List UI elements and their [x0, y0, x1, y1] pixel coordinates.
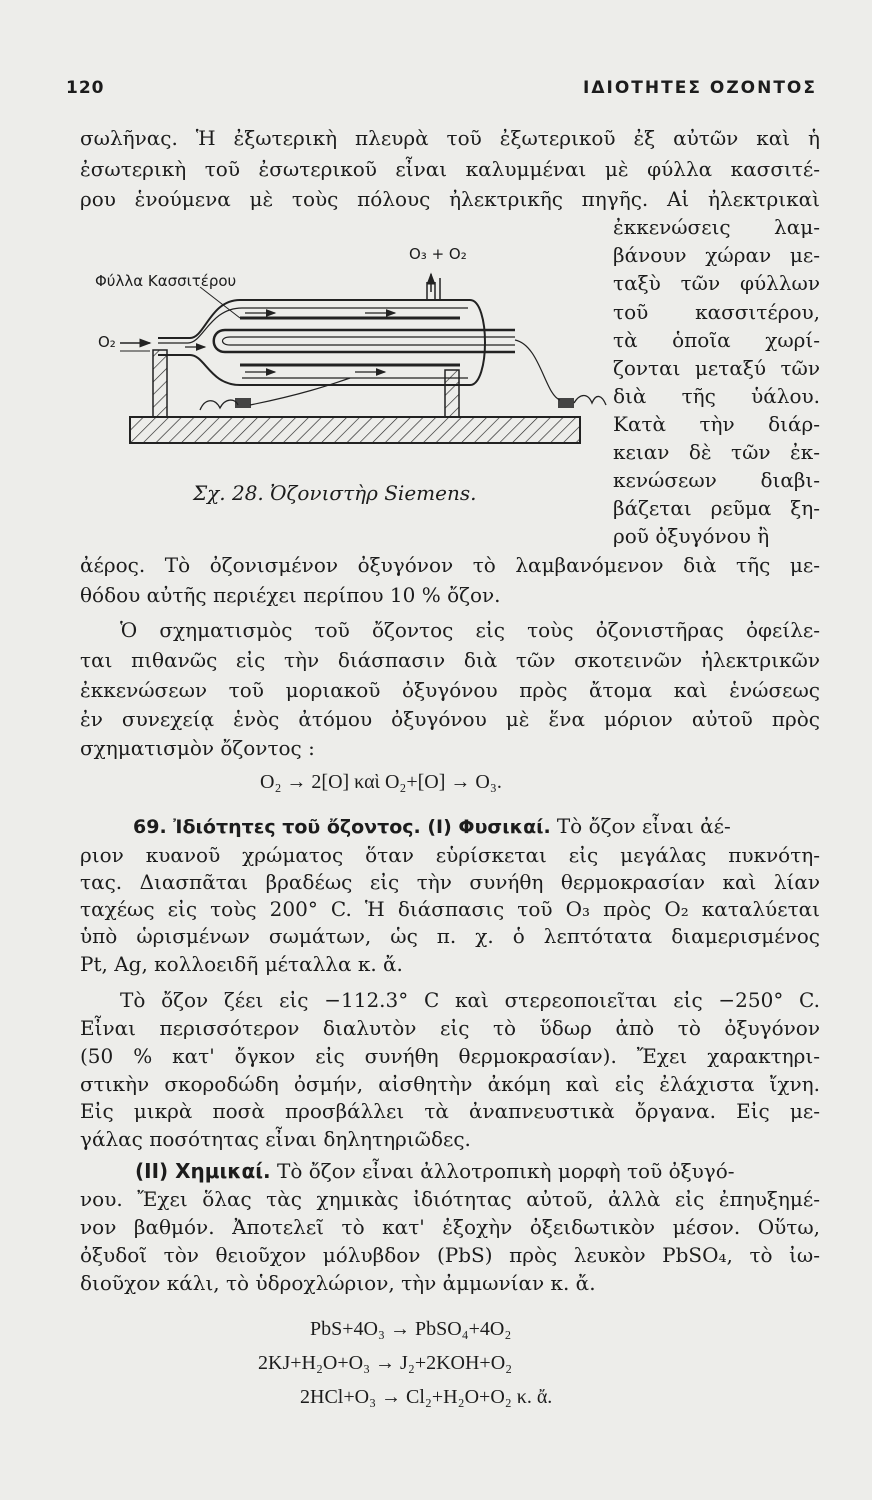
oxygen-inlet-label: O₂	[98, 333, 116, 351]
text-line: Pt, Ag, κολλοειδῆ μέταλλα κ. ἄ.	[80, 952, 403, 976]
ozone-outlet-label: O₃ + O₂	[409, 245, 467, 263]
page-number: 120	[66, 78, 105, 98]
side-text-line: ροῦ ὀξυγόνου ἢ	[613, 524, 770, 548]
side-text-line: ζονται μεταξύ τῶν	[613, 356, 820, 380]
section-heading-text: 69. Ἰδιότητες τοῦ ὄζοντος. (I) Φυσικαί.	[133, 816, 551, 838]
inner-tube	[214, 330, 515, 352]
text-line: ὀξυδοῖ τὸν θειοῦχον μόλυβδον (PbS) πρὸς λευκὸν PbSO₄, τὸ ἰω-	[80, 1243, 820, 1267]
side-text-line: διὰ τῆς ὑάλου.	[613, 384, 820, 408]
text-line: θόδου αὐτῆς περιέχει περίπου 10 % ὄζον.	[80, 583, 501, 607]
text-line: σωλῆνας. Ἡ ἐξωτερικὴ πλευρὰ τοῦ ἐξωτερικοῦ ἐξ αὐτῶν καὶ ἡ	[80, 126, 820, 150]
right-terminal	[558, 398, 574, 408]
figure-caption: Σχ. 28. Ὀζονιστὴρ Siemens.	[193, 481, 477, 505]
text-line: στικὴν σκοροδώδη ὀσμήν, αἰσθητὴν ἀκόμη καὶ εἰς ἐλάχιστα ἴχνη.	[80, 1072, 820, 1096]
text-line: ρου ἑνούμενα μὲ τοὺς πόλους ἠλεκτρικῆς πηγῆς. Αἱ ἠλεκτρικαὶ	[80, 187, 820, 211]
text-line: ταχέως εἰς τοὺς 200° C. Ἡ διάσπασις τοῦ O₃ πρὸς O₂ καταλύεται	[80, 897, 820, 921]
text-line: ται πιθανῶς εἰς τὴν διάσπασιν διὰ τῶν σκοτεινῶν ἠλεκτρικῶν	[80, 648, 820, 672]
text-line: ἐσωτερικὴ τοῦ ἐσωτερικοῦ εἶναι καλυμμέναι μὲ φύλλα κασσιτέ-	[80, 157, 820, 181]
text-line: τας. Διασπᾶται βραδέως εἰς τὴν συνήθη θερμοκρασίαν καὶ λίαν	[80, 870, 820, 894]
left-support	[153, 350, 167, 417]
equation-hydrogen-chloride: 2HCl+O₃ → Cl₂+H₂O+O₂ κ. ἄ.	[300, 1386, 553, 1408]
equation-oxygen-dissociation: O₂ → 2[O] καὶ O₂+[O] → O₃.	[260, 771, 502, 793]
text-line: σχηματισμὸν ὄζοντος :	[80, 736, 315, 760]
text-line: νον βαθμόν. Ἀποτελεῖ τὸ κατ' ἐξοχὴν ὀξειδωτικὸν μέσον. Οὕτω,	[80, 1215, 820, 1239]
text-line: διοῦχον κάλι, τὸ ὑδροχλώριον, τὴν ἀμμωνίαν κ. ἄ.	[80, 1271, 596, 1295]
right-support	[445, 370, 459, 417]
text-line: ριον κυανοῦ χρώματος ὅταν εὑρίσκεται εἰς μεγάλας πυκνότη-	[80, 843, 820, 867]
side-text-line: Κατὰ τὴν διάρ-	[613, 412, 820, 436]
text-line: Εἰς μικρὰ ποσὰ προσβάλλει τὰ ἀναπνευστικὰ ὄργανα. Εἰς με-	[80, 1099, 820, 1123]
section-heading-text: (II) Χημικαί.	[135, 1159, 271, 1183]
text-line: ἐν συνεχείᾳ ἑνὸς ἀτόμου ὀξυγόνου μὲ ἕνα μόριον αὐτοῦ πρὸς	[80, 707, 820, 731]
side-text-line: βάνουν χώραν με-	[613, 243, 820, 267]
text-line: Ὁ σχηματισμὸς τοῦ ὄζοντος εἰς τοὺς ὀζονιστῆρας ὀφείλε-	[120, 618, 820, 642]
section-69-heading	[133, 813, 731, 840]
side-text-line: κενώσεων διαβι-	[613, 468, 820, 492]
side-text-line: ἐκκενώσεις λαμ-	[613, 215, 820, 239]
text-line: ἀέρος. Τὸ ὀζονισμένον ὀξυγόνον τὸ λαμβανόμενον διὰ τῆς με-	[80, 553, 820, 577]
equation-lead-sulfide: PbS+4O₃ → PbSO₄+4O₂	[310, 1318, 512, 1340]
running-title: ΙΔΙΟΤΗΤΕΣ ΟΖΟΝΤΟΣ	[583, 78, 817, 98]
text-line: ἐκκενώσεων τοῦ μοριακοῦ ὀξυγόνου πρὸς ἄτομα καὶ ἑνώσεως	[80, 678, 820, 702]
section-first-line: Τὸ ὄζον εἶναι ἀλλοτροπικὴ μορφὴ τοῦ ὀξυγό-	[277, 1159, 735, 1183]
section-chem-heading	[135, 1158, 820, 1184]
equation-potassium-iodide: 2KJ+H₂O+O₃ → J₂+2KOH+O₂	[258, 1352, 513, 1374]
text-line: γάλας ποσότητας εἶναι δηλητηριῶδες.	[80, 1127, 471, 1151]
side-text-line: ταξὺ τῶν φύλλων	[613, 271, 820, 295]
section-first-line: Τὸ ὄζον εἶναι ἀέ-	[556, 814, 731, 838]
tin-foil-label: Φύλλα Κασσιτέρου	[95, 272, 237, 290]
text-line: ὑπὸ ὡρισμένων σωμάτων, ὡς π. χ. ὁ λεπτότατα διαμερισμένος	[80, 924, 820, 948]
side-text-line: κειαν δὲ τῶν ἐκ-	[613, 440, 820, 464]
outer-tube	[158, 300, 485, 385]
text-line: Τὸ ὄζον ζέει εἰς −112.3° C καὶ στερεοποιεῖται εἰς −250° C.	[120, 988, 820, 1012]
side-text-line: τὰ ὁποῖα χωρί-	[613, 328, 820, 352]
text-line: νου. Ἔχει ὅλας τὰς χημικὰς ἰδιότητας αὐτοῦ, ἀλλὰ εἰς ἐπηυξημέ-	[80, 1187, 820, 1211]
text-line: Εἶναι περισσότερον διαλυτὸν εἰς τὸ ὕδωρ ἀπὸ τὸ ὀξυγόνον	[80, 1016, 820, 1040]
side-text-line: τοῦ κασσιτέρου,	[613, 300, 820, 324]
base-plate	[130, 417, 580, 443]
side-text-line: βάζεται ρεῦμα ξη-	[613, 496, 820, 520]
text-line: (50 % κατ' ὄγκον εἰς συνήθη θερμοκρασίαν). Ἔχει χαρακτηρι-	[80, 1044, 820, 1068]
